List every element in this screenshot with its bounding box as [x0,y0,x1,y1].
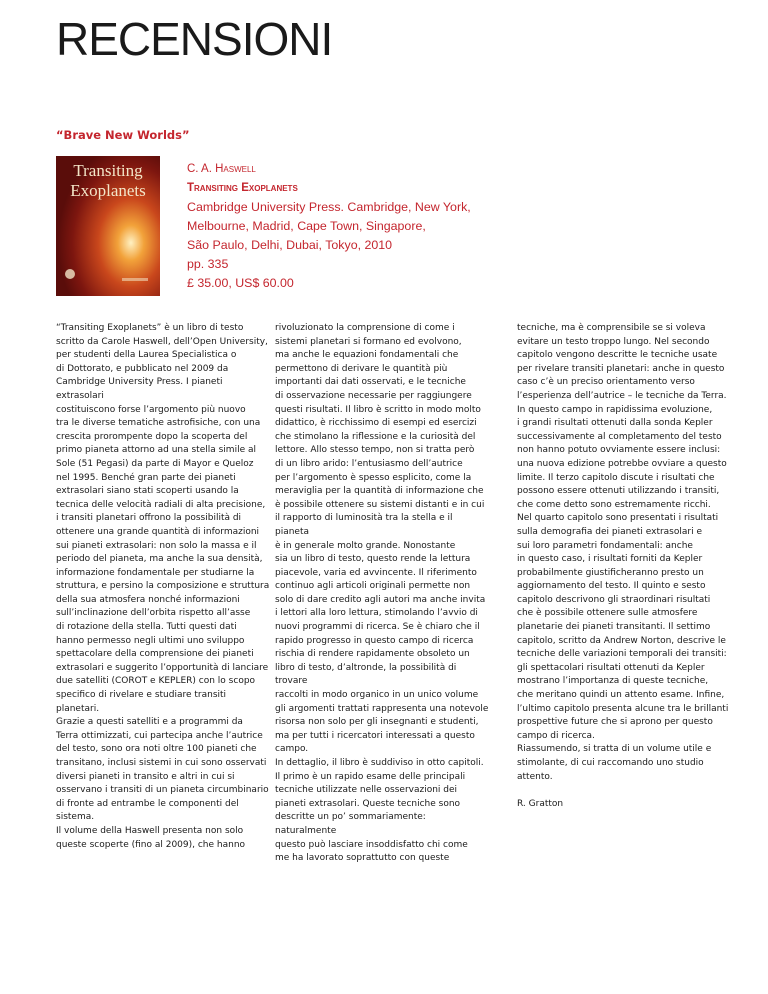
book-price: £ 35.00, US$ 60.00 [187,276,294,290]
paragraph: Il volume della Haswell presenta non solo queste scoperte (fino al 2009), che hanno [56,825,246,850]
paragraph: In dettaglio, il libro è suddiviso in otto capitoli. Il primo è un rapido esame delle principali tecniche utilizzate nelle osservazioni dei pianeti extrasolari. Queste tecniche sono descritte un po’ sommariamente: naturalmente questo può lasciare insoddisfatto chi come me ha lavorato soprattutto con queste [275,758,484,864]
book-title: Transiting Exoplanets [187,182,298,194]
paragraph: rivoluzionato la comprensione di come i sistemi planetari si formano ed evolvono, ma anche le equazioni fondamentali che permettono di derivare le quantità più importanti dai dati osservati, e le tecniche di osservazione necessarie per raggiungere questi risultati. Il libro è scritto in modo molto didattico, è ricchissimo di esempi ed esercizi che stimolano la riflessione e la curiosità del lettore. Allo stesso tempo, non si tratta però di un libro arido: l’entusiasmo dell’autrice per l’argomento è spesso esplicito, come la meraviglia per la quantità di informazione che è possibile ottenere su sistemi distanti e in cui il rapporto di luminosità tra la stella e il pianeta è in generale molto grande. Nonostante sia un libro di testo, questo rende la lettura piacevole, varia ed avvincente. Il riferimento continuo agli articoli originali permette non solo di dare credito agli autori ma anche invita i lettori alla loro lettura, stimolando l’avvio di nuovi programmi di ricerca. Se è chiaro che il rapido progresso in questo campo di ricerca rischia di rendere rapidamente obsoleto un libro di testo, d’altronde, la possibilità di trovare raccolti in modo organico in un unico volume gli argomenti trattati rappresenta una notevole risorsa non solo per gli insegnanti e studenti, ma per tutti i ricercatori interessati a questo campo. [275,323,489,755]
cover-title-line2: Exoplanets [70,181,146,200]
reviewer-signature: R. Gratton [517,798,564,809]
book-cover-image [56,156,160,296]
text-column-3 [517,322,731,811]
cover-title-line1: Transiting [73,161,143,180]
paragraph: “Transiting Exoplanets” è un libro di testo scritto da Carole Haswell, dell’Open University, per studenti della Laurea Specialistica o di Dottorato, e pubblicato nel 2009 da Cambridge University Press. I pianeti extrasolari costituiscono forse l’argomento più nuovo tra le diverse tematiche astrofisiche, con una crescita prorompente dopo la scoperta del primo pianeta attorno ad una stella simile al Sole (51 Pegasi) da parte di Mayor e Queloz nel 1995. Benché gran parte dei pianeti extrasolari siano stati scoperti usando la tecnica delle velocità radiali di alta precisione, i transiti planetari offrono la possibilità di ottenere una grande quantità di informazioni sui pianeti extrasolari: non solo la massa e il periodo del pianeta, ma anche la sua densità, informazione fondamentale per studiarne la struttura, e persino la composizione e struttura della sua atmosfera nonché informazioni sull’inclinazione dell’orbita rispetto all’asse di rotazione della stella. Tutti questi dati hanno permesso negli ultimi uno sviluppo spettacolare della comprensione dei pianeti extrasolari e suggerito l’opportunità di lanciare due satelliti (COROT e KEPLER) con lo scopo specifico di rivelare e studiare transiti planetari. Grazie a questi satelliti e a programmi da Terra ottimizzati, cui partecipa anche l’autrice del testo, sono ora noti oltre 100 pianeti che transitano, inclusi sistemi in cui sono osservati diversi pianeti in transito e altri in cui si osservano i transiti di un pianeta circumbinario di fronte ad entrambe le componenti del sistema. [56,323,270,823]
text-column-1 [56,322,270,852]
section-title: RECENSIONI [56,13,333,65]
text-column-2 [275,322,489,866]
publisher-line: São Paulo, Delhi, Dubai, Tokyo, 2010 [187,238,393,252]
paragraph: tecniche, ma è comprensibile se si voleva evitare un testo troppo lungo. Nel secondo capitolo vengono descritte le tecniche usate per rivelare transiti planetari: anche in questo caso c’è un preciso orientamento verso l’esperienza dell’autrice – le tecniche da Terra. In questo campo in rapidissima evoluzione, i grandi risultati ottenuti dalla sonda Kepler successivamente al completamento del testo non hanno potuto ovviamente essere inclusi: una nuova edizione potrebbe ovviare a questo limite. Il terzo capitolo discute i risultati che possono essere ottenuti utilizzando i transiti, che come detto sono estremamente ricchi. Nel quarto capitolo sono presentati i risultati sulla demografia dei pianeti extrasolari e sui loro parametri fondamentali: anche in questo caso, i risultati forniti da Kepler probabilmente giustificheranno presto un aggiornamento del testo. Il quinto e sesto capitolo descrivono gli straordinari risultati che è possibile ottenere sulle atmosfere planetarie dei pianeti transitanti. Il settimo capitolo, scritto da Andrew Norton, descrive le tecniche delle variazioni temporali dei transiti: gli spettacolari risultati ottenuti da Kepler mostrano l’importanza di queste tecniche, che meritano quindi un attento esame. Infine, l’ultimo capitolo presenta alcune tra le brillanti prospettive future che si aprono per questo campo di ricerca. [517,323,729,741]
book-author: C. A. Haswell [187,163,256,175]
publisher-line: Cambridge University Press. Cambridge, New York, [187,200,471,214]
book-metadata [187,160,471,293]
cover-author-strip [122,278,148,281]
publisher-line: Melbourne, Madrid, Cape Town, Singapore, [187,219,426,233]
cover-publisher-logo [65,269,75,279]
review-title: “Brave New Worlds” [56,128,190,142]
page-count: pp. 335 [187,257,229,271]
paragraph: Riassumendo, si tratta di un volume utile e stimolante, di cui raccomando uno studio attento. [517,744,712,782]
